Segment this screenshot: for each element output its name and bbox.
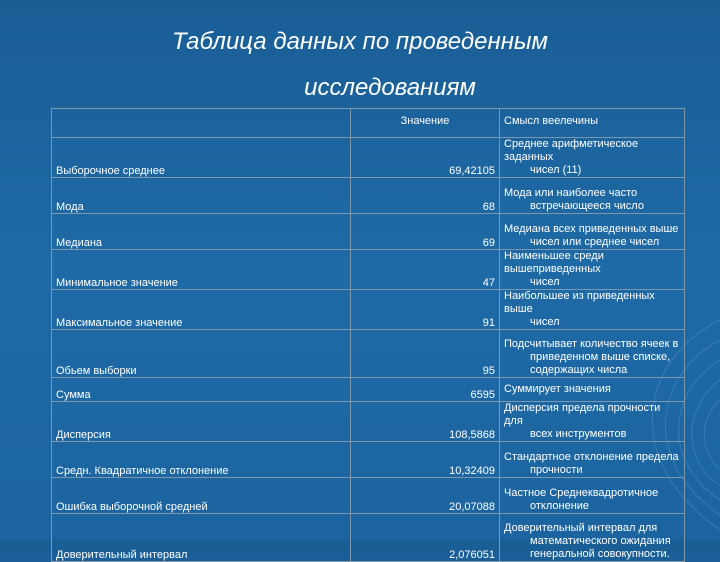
- row-name: Обьем выборки: [52, 330, 351, 378]
- meaning-line: генеральной совокупности.: [530, 548, 670, 560]
- row-meaning: [500, 330, 685, 378]
- page-title-line-2: [0, 74, 720, 102]
- row-name: Средн. Квадратичное отклонение: [52, 442, 351, 478]
- table-row: [52, 250, 685, 290]
- row-value: 47: [351, 250, 500, 290]
- meaning-line: чисел: [530, 316, 560, 328]
- row-value: 10,32409: [351, 442, 500, 478]
- header-name: [52, 109, 351, 138]
- row-meaning: [500, 214, 685, 250]
- table-row: [52, 442, 685, 478]
- row-meaning: [500, 378, 685, 402]
- row-value: 6595: [351, 378, 500, 402]
- meaning-line: Медиана всех приведенных выше: [504, 223, 679, 235]
- data-table: [51, 108, 685, 562]
- table-row: [52, 514, 685, 562]
- meaning-line: Частное Среднеквадротичное: [504, 487, 659, 499]
- row-name: Выборочное среднее: [52, 138, 351, 178]
- row-value: 95: [351, 330, 500, 378]
- row-name: Минимальное значение: [52, 250, 351, 290]
- row-name: Ошибка выборочной средней: [52, 478, 351, 514]
- meaning-line: Наименьшее среди вышеприведенных: [504, 250, 604, 275]
- meaning-line: Доверительный интервал для: [504, 522, 658, 534]
- row-meaning: [500, 290, 685, 330]
- row-meaning: [500, 250, 685, 290]
- row-value: 20,07088: [351, 478, 500, 514]
- row-value: 69: [351, 214, 500, 250]
- meaning-line: Наибольшее из приведенных выше: [504, 290, 655, 315]
- row-value: 108,5868: [351, 402, 500, 442]
- row-meaning: [500, 402, 685, 442]
- row-meaning: [500, 178, 685, 214]
- table-row: [52, 214, 685, 250]
- row-name: Медиана: [52, 214, 351, 250]
- table-row: [52, 138, 685, 178]
- row-meaning: [500, 514, 685, 562]
- meaning-line: чисел: [530, 276, 560, 288]
- meaning-line: Мода или наиболее часто: [504, 187, 638, 199]
- header-value: Значение: [351, 109, 500, 138]
- meaning-line: Суммирует значения: [504, 383, 611, 395]
- meaning-line: содержащих числа: [530, 364, 628, 376]
- row-name: Сумма: [52, 378, 351, 402]
- meaning-line: математического ожидания: [530, 535, 671, 547]
- page-title-line-1: Таблица данных по проведенным: [171, 28, 549, 55]
- row-meaning: [500, 442, 685, 478]
- table-row: [52, 378, 685, 402]
- meaning-line: чисел или среднее чисел: [530, 236, 660, 248]
- meaning-line: Среднее арифметическое заданных: [504, 138, 639, 163]
- meaning-line: Стандартное отклонение предела: [504, 451, 679, 463]
- row-name: Мода: [52, 178, 351, 214]
- table-row: [52, 178, 685, 214]
- table-header-row: [52, 109, 685, 138]
- row-name: Максимальное значение: [52, 290, 351, 330]
- table-row: [52, 330, 685, 378]
- row-value: 69,42105: [351, 138, 500, 178]
- table-row: [52, 478, 685, 514]
- meaning-line: отклонение: [530, 500, 590, 512]
- row-value: 2,076051: [351, 514, 500, 562]
- meaning-line: приведенном выше списке,: [530, 351, 671, 363]
- row-name: Дисперсия: [52, 402, 351, 442]
- row-value: 91: [351, 290, 500, 330]
- meaning-line: Дисперсия предела прочности для: [504, 402, 661, 427]
- row-meaning: [500, 138, 685, 178]
- header-meaning: Смысл веелечины: [500, 109, 685, 138]
- row-value: 68: [351, 178, 500, 214]
- table-row: [52, 402, 685, 442]
- table-row: [52, 290, 685, 330]
- meaning-line: всех инструментов: [530, 428, 627, 440]
- row-meaning: [500, 478, 685, 514]
- meaning-line: Подсчитывает количество ячеек в: [504, 338, 679, 350]
- meaning-line: прочности: [530, 464, 583, 476]
- meaning-line: чисел (11): [530, 164, 582, 176]
- row-name: Доверительный интервал: [52, 514, 351, 562]
- page-title-line-2-text: исследованиям: [304, 74, 476, 101]
- meaning-line: встречающееся число: [530, 200, 644, 212]
